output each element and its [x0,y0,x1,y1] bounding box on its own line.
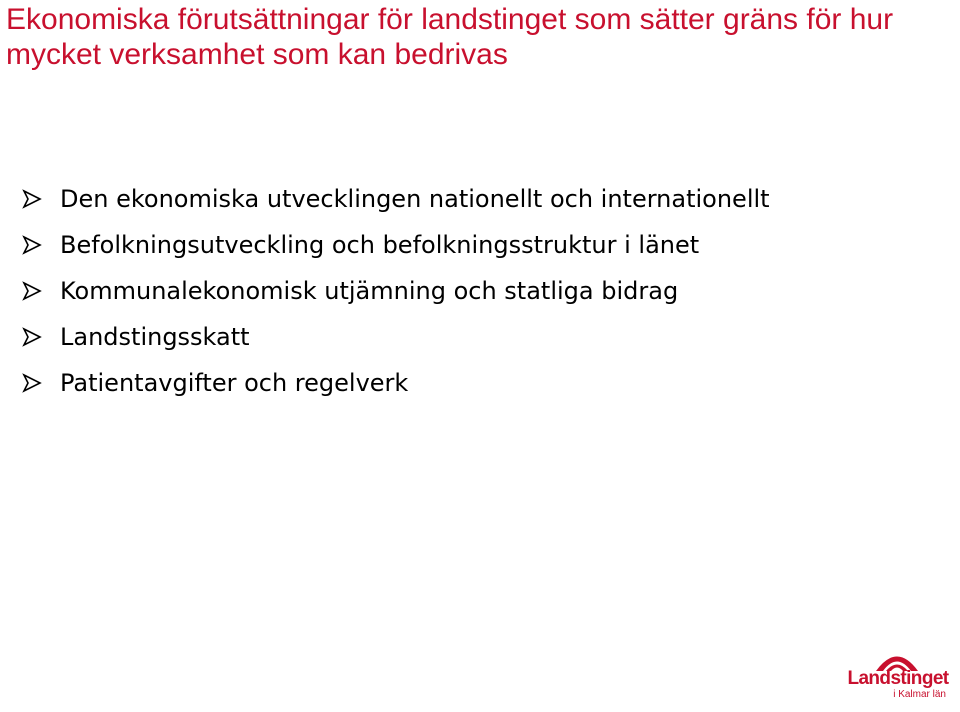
arrowhead-bullet-icon [22,327,42,347]
arrowhead-bullet-icon [22,235,42,255]
bullet-text: Befolkningsutveckling och befolkningsstruktur i länet [60,231,700,259]
bullet-text: Den ekonomiska utvecklingen nationellt och internationellt [60,185,770,213]
arrowhead-bullet-icon [22,281,42,301]
arrowhead-bullet-icon [22,373,42,393]
slide-title: Ekonomiska förutsättningar för landstinget som sätter gräns för hur mycket verksamhet som kan bedrivas [6,3,894,71]
bullet-list [22,180,922,410]
list-item [22,180,922,218]
bullet-text: Kommunalekonomisk utjämning och statliga bidrag [60,277,679,305]
list-item [22,318,922,356]
list-item [22,272,922,310]
bullet-text: Landstingsskatt [60,323,250,351]
bullet-text: Patientavgifter och regelverk [60,369,409,397]
arrowhead-bullet-icon [22,189,42,209]
organization-logo [844,648,952,706]
logo-name: Landstinget [847,668,949,689]
list-item [22,364,922,402]
logo-subtitle: i Kalmar län [893,689,946,700]
list-item [22,226,922,264]
